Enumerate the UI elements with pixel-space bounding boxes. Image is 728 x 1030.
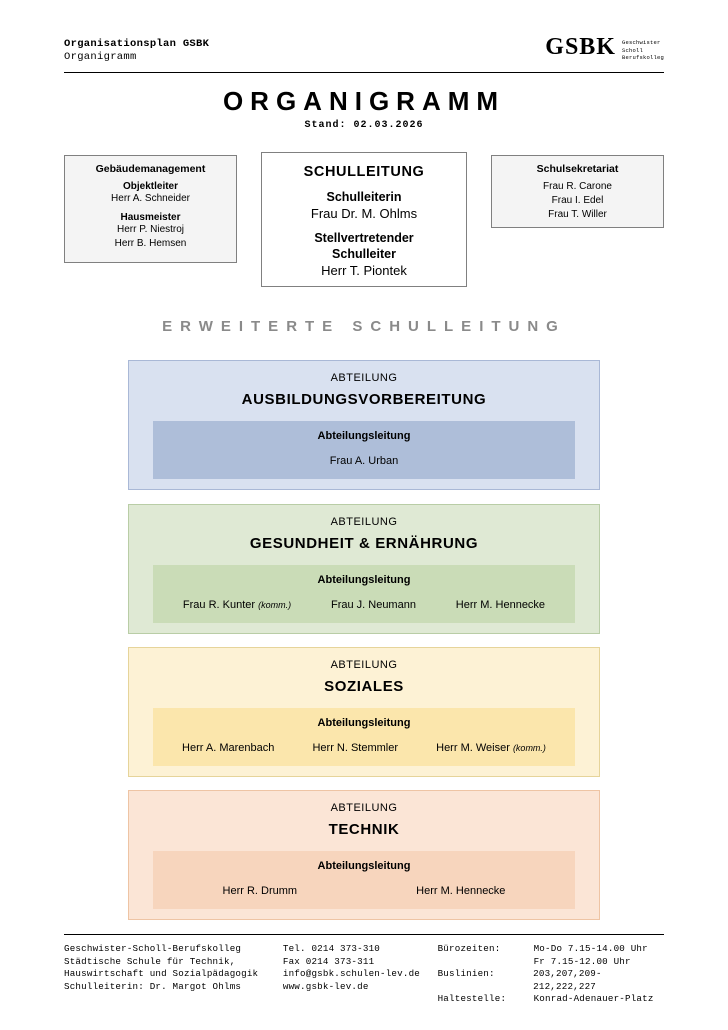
department-2-person-1 — [183, 599, 291, 611]
schulleitung-role-stellvertretend-line2: Schulleiter — [332, 247, 396, 261]
footer-email[interactable]: info@gsbk.schulen-lev.de — [282, 968, 420, 979]
schulleitung-name-stellvertreter: Herr T. Piontek — [321, 263, 407, 278]
footer-office-hours-row-1 — [438, 943, 664, 956]
footer-stop-value: Konrad-Adenauer-Platz — [533, 993, 654, 1004]
department-4-name: TECHNIK — [328, 821, 400, 838]
department-2-person-3: Herr M. Hennecke — [455, 599, 546, 611]
department-1-people — [153, 455, 575, 467]
gebaeudemanagement-name-hausmeister-1: Herr P. Niestroj — [116, 224, 185, 235]
header-title-line1: Organisationsplan GSBK — [64, 38, 210, 50]
header-document-title — [64, 38, 209, 64]
logo-subtext-line2: Scholl — [621, 46, 643, 54]
department-4-head — [129, 791, 599, 851]
sekretariat-title: Schulsekretariat — [536, 163, 619, 175]
box-schulleitung — [261, 152, 467, 287]
box-gebaeudemanagement — [64, 155, 237, 263]
department-gesundheit-ernaehrung — [128, 504, 600, 634]
schulleitung-name-schulleiterin: Frau Dr. M. Ohlms — [310, 206, 418, 221]
department-3-person-3 — [436, 742, 546, 754]
logo-text: GSBK — [545, 34, 616, 60]
department-1-leadership-title: Abteilungsleitung — [317, 430, 411, 442]
logo-subtext-line1: Geschwister — [621, 39, 661, 46]
box-schulsekretariat — [491, 155, 664, 228]
gebaeudemanagement-name-objektleiter: Herr A. Schneider — [111, 193, 190, 204]
department-3-name: SOZIALES — [324, 678, 404, 695]
department-4-person-1: Herr R. Drumm — [222, 885, 298, 897]
logo-subtext-line3: Berufskolleg — [621, 54, 664, 61]
schulleitung-role-stellvertretend-line1: Stellvertretender — [314, 231, 414, 245]
schulleitung-role-schulleiterin: Schulleiterin — [326, 190, 402, 204]
department-3-person-3-name: Herr M. Weiser — [436, 742, 510, 754]
department-soziales — [128, 647, 600, 777]
header-title-line2: Organigramm — [64, 51, 137, 63]
department-3-person-2: Herr N. Stemmler — [312, 742, 399, 754]
department-3-leadership-title: Abteilungsleitung — [317, 717, 411, 729]
department-2-kicker: ABTEILUNG — [330, 516, 398, 528]
footer-divider — [64, 934, 664, 935]
department-4-kicker: ABTEILUNG — [330, 802, 398, 814]
department-4-person-2: Herr M. Hennecke — [416, 885, 506, 897]
department-2-people — [153, 599, 575, 611]
footer-contact-column — [283, 943, 438, 1006]
footer-website[interactable]: www.gsbk-lev.de — [282, 980, 369, 992]
department-2-head — [129, 505, 599, 565]
department-1-leadership — [153, 421, 575, 479]
department-1-head — [129, 361, 599, 421]
school-logo — [545, 34, 664, 62]
footer-buslines-label: Buslinien: — [437, 968, 495, 979]
page-footer — [64, 943, 664, 1006]
department-4-people — [153, 885, 575, 897]
page-subtitle-date: Stand: 02.03.2026 — [304, 120, 424, 131]
schulleitung-title: SCHULLEITUNG — [303, 164, 425, 180]
footer-office-hours-label: Bürozeiten: — [437, 943, 501, 954]
footer-hours-column — [438, 943, 664, 1006]
footer-office-hours-value-2: Fr 7.15-12.00 Uhr — [533, 955, 631, 967]
department-1-kicker: ABTEILUNG — [330, 372, 398, 384]
footer-school-type-2: Hauswirtschaft und Sozialpädagogik — [64, 968, 259, 979]
department-technik — [128, 790, 600, 920]
department-3-person-1: Herr A. Marenbach — [182, 742, 275, 754]
footer-stop-label: Haltestelle: — [437, 993, 507, 1004]
footer-stop-row — [438, 993, 664, 1006]
gebaeudemanagement-name-hausmeister-2: Herr B. Hemsen — [114, 238, 187, 249]
page-header — [64, 34, 664, 72]
header-divider — [64, 72, 664, 73]
footer-fax: Fax 0214 373-311 — [282, 955, 375, 967]
footer-address-column — [64, 943, 283, 1006]
department-2-name: GESUNDHEIT & ERNÄHRUNG — [249, 535, 479, 552]
department-2-person-1-name: Frau R. Kunter — [182, 599, 256, 611]
department-2-leadership — [153, 565, 575, 623]
department-1-person-1: Frau A. Urban — [329, 455, 399, 467]
department-4-leadership-title: Abteilungsleitung — [317, 860, 411, 872]
footer-school-name: Geschwister-Scholl-Berufskolleg — [64, 943, 242, 954]
department-4-leadership — [153, 851, 575, 909]
gebaeudemanagement-role-objektleiter: Objektleiter — [122, 181, 179, 192]
department-2-person-1-note: (komm.) — [258, 600, 292, 610]
department-3-kicker: ABTEILUNG — [330, 659, 398, 671]
sekretariat-name-1: Frau R. Carone — [543, 181, 612, 192]
sekretariat-name-3: Frau T. Willer — [548, 209, 607, 220]
department-3-head — [129, 648, 599, 708]
footer-office-hours-label-2 — [438, 956, 534, 969]
department-2-leadership-title: Abteilungsleitung — [317, 574, 411, 586]
gebaeudemanagement-role-hausmeister: Hausmeister — [120, 212, 181, 223]
footer-office-hours-row-2 — [438, 956, 664, 969]
section-label-erweiterte-schulleitung: ERWEITERTE SCHULLEITUNG — [162, 318, 566, 335]
department-3-people — [153, 742, 575, 754]
gebaeudemanagement-title: Gebäudemanagement — [95, 163, 206, 175]
department-1-name: AUSBILDUNGSVORBEREITUNG — [241, 391, 487, 408]
department-3-person-3-note: (komm.) — [512, 743, 546, 753]
page-title: ORGANIGRAMM — [222, 86, 506, 116]
logo-subtext — [622, 34, 664, 62]
footer-phone: Tel. 0214 373-310 — [282, 943, 381, 954]
sekretariat-name-2: Frau I. Edel — [551, 195, 604, 206]
department-3-leadership — [153, 708, 575, 766]
footer-headmistress: Schulleiterin: Dr. Margot Ohlms — [64, 980, 242, 992]
footer-school-type-1: Städtische Schule für Technik, — [64, 955, 236, 967]
department-2-person-2: Frau J. Neumann — [330, 599, 416, 611]
footer-buslines-row — [438, 968, 664, 993]
department-ausbildungsvorbereitung — [128, 360, 600, 490]
footer-buslines-value: 203,207,209-212,222,227 — [533, 968, 602, 992]
footer-office-hours-value-1: Mo-Do 7.15-14.00 Uhr — [533, 943, 648, 954]
